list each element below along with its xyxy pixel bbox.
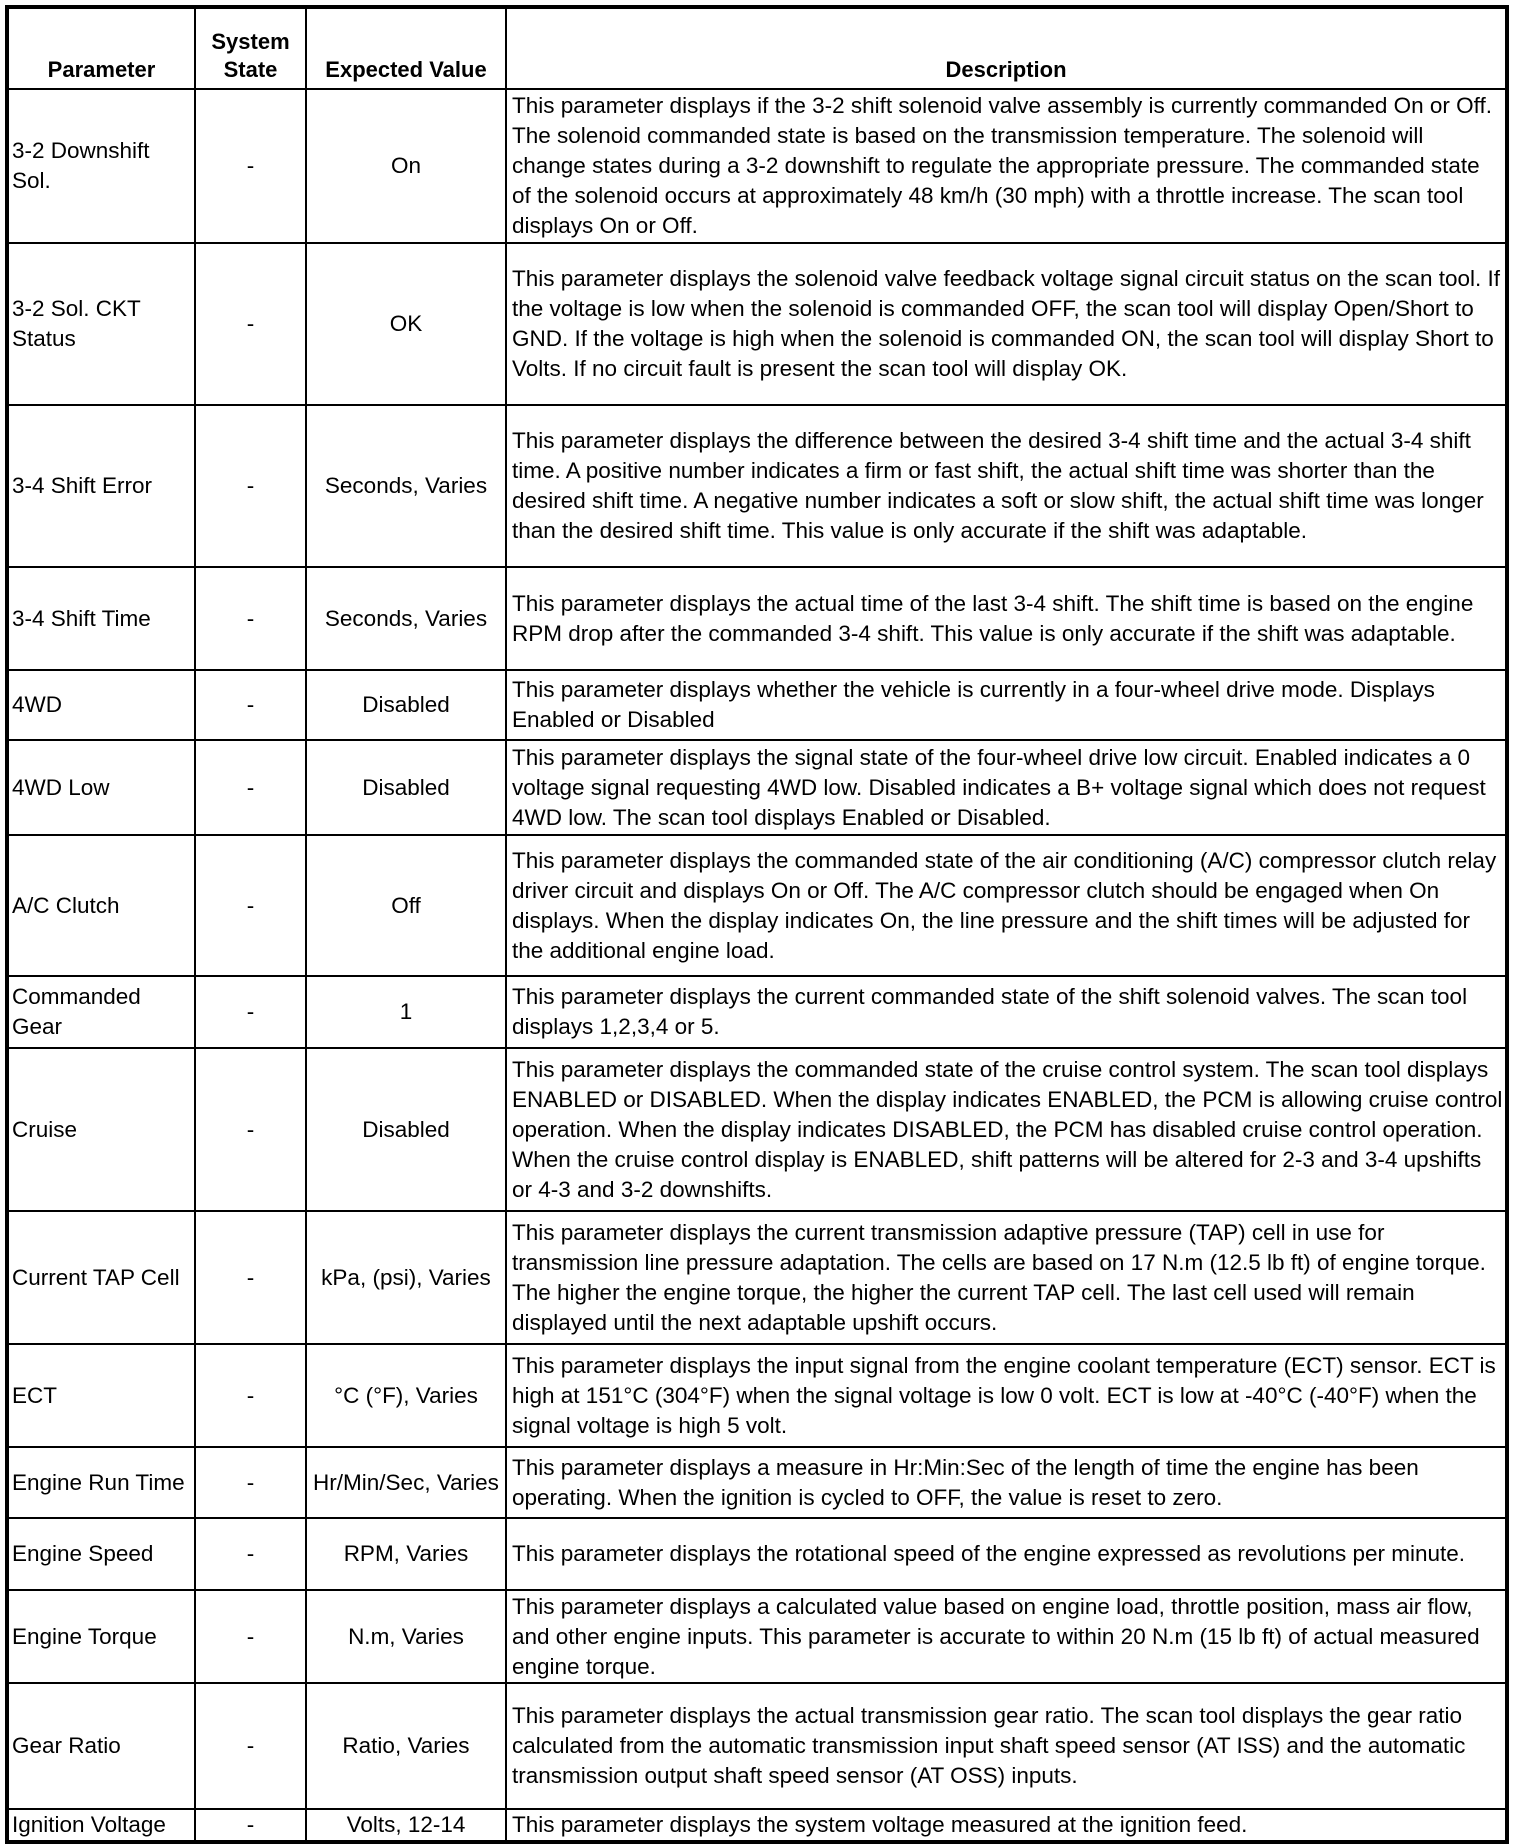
cell-expected-value: kPa, (psi), Varies	[306, 1211, 506, 1344]
cell-parameter: Current TAP Cell	[7, 1211, 195, 1344]
table-row	[7, 1809, 1507, 1842]
cell-system-state: -	[195, 567, 306, 670]
cell-parameter: Ignition Voltage	[7, 1809, 195, 1842]
scan-tool-data-table-container	[5, 5, 1509, 1844]
cell-parameter: Engine Speed	[7, 1518, 195, 1590]
cell-expected-value: Off	[306, 835, 506, 976]
cell-parameter: 3-2 Downshift Sol.	[7, 89, 195, 243]
table-row	[7, 670, 1507, 740]
cell-expected-value: Seconds, Varies	[306, 567, 506, 670]
cell-system-state: -	[195, 89, 306, 243]
cell-description: This parameter displays the actual transmission gear ratio. The scan tool displays the gear ratio calculated from the automatic transmission input shaft speed sensor (AT ISS) and the automatic transmission output shaft speed sensor (AT OSS) inputs.	[506, 1683, 1507, 1809]
cell-expected-value: Disabled	[306, 670, 506, 740]
table-row	[7, 1211, 1507, 1344]
cell-parameter: Gear Ratio	[7, 1683, 195, 1809]
cell-system-state: -	[195, 1447, 306, 1518]
table-body	[7, 89, 1507, 1842]
cell-expected-value: On	[306, 89, 506, 243]
cell-system-state: -	[195, 976, 306, 1048]
header-parameter: Parameter	[7, 7, 195, 89]
cell-expected-value: Disabled	[306, 1048, 506, 1211]
cell-expected-value: OK	[306, 243, 506, 405]
cell-description: This parameter displays the commanded state of the cruise control system. The scan tool displays ENABLED or DISABLED. When the display indicates ENABLED, the PCM is allowing cruise control operation. When the display indicates DISABLED, the PCM has disabled cruise control operation. When the cruise control display is ENABLED, shift patterns will be altered for 2-3 and 3-4 upshifts or 4-3 and 3-2 downshifts.	[506, 1048, 1507, 1211]
cell-system-state: -	[195, 1809, 306, 1842]
cell-system-state: -	[195, 1518, 306, 1590]
cell-expected-value: °C (°F), Varies	[306, 1344, 506, 1447]
table-row	[7, 1518, 1507, 1590]
cell-description: This parameter displays the current transmission adaptive pressure (TAP) cell in use for transmission line pressure adaptation. The cells are based on 17 N.m (12.5 lb ft) of engine torque. The higher the engine torque, the higher the current TAP cell. The last cell used will remain displayed until the next adaptable upshift occurs.	[506, 1211, 1507, 1344]
cell-system-state: -	[195, 670, 306, 740]
table-row	[7, 243, 1507, 405]
cell-parameter: 3-2 Sol. CKT Status	[7, 243, 195, 405]
cell-expected-value: Seconds, Varies	[306, 405, 506, 567]
cell-expected-value: Ratio, Varies	[306, 1683, 506, 1809]
table-row	[7, 89, 1507, 243]
cell-system-state: -	[195, 1590, 306, 1683]
table-row	[7, 1344, 1507, 1447]
cell-system-state: -	[195, 1211, 306, 1344]
scan-tool-data-table	[5, 5, 1509, 1844]
cell-expected-value: Volts, 12-14	[306, 1809, 506, 1842]
cell-description: This parameter displays the current commanded state of the shift solenoid valves. The scan tool displays 1,2,3,4 or 5.	[506, 976, 1507, 1048]
cell-description: This parameter displays a measure in Hr:Min:Sec of the length of time the engine has been operating. When the ignition is cycled to OFF, the value is reset to zero.	[506, 1447, 1507, 1518]
cell-expected-value: 1	[306, 976, 506, 1048]
header-system-state: System State	[195, 7, 306, 89]
header-expected-value: Expected Value	[306, 7, 506, 89]
cell-system-state: -	[195, 405, 306, 567]
cell-description: This parameter displays the solenoid valve feedback voltage signal circuit status on the scan tool. If the voltage is low when the solenoid is commanded OFF, the scan tool will display Open/Short to GND. If the voltage is high when the solenoid is commanded ON, the scan tool will display Short to Volts. If no circuit fault is present the scan tool will display OK.	[506, 243, 1507, 405]
cell-parameter: A/C Clutch	[7, 835, 195, 976]
table-row	[7, 405, 1507, 567]
cell-system-state: -	[195, 835, 306, 976]
table-row	[7, 1683, 1507, 1809]
cell-description: This parameter displays whether the vehicle is currently in a four-wheel drive mode. Displays Enabled or Disabled	[506, 670, 1507, 740]
cell-parameter: Engine Run Time	[7, 1447, 195, 1518]
cell-parameter: Cruise	[7, 1048, 195, 1211]
cell-system-state: -	[195, 243, 306, 405]
cell-description: This parameter displays the difference between the desired 3-4 shift time and the actual 3-4 shift time. A positive number indicates a firm or fast shift, the actual shift time was shorter than the desired shift time. A negative number indicates a soft or slow shift, the actual shift time was longer than the desired shift time. This value is only accurate if the shift was adaptable.	[506, 405, 1507, 567]
cell-parameter: 4WD	[7, 670, 195, 740]
cell-description: This parameter displays if the 3-2 shift solenoid valve assembly is currently commanded On or Off. The solenoid commanded state is based on the transmission temperature. The solenoid will change states during a 3-2 downshift to regulate the appropriate pressure. The commanded state of the solenoid occurs at approximately 48 km/h (30 mph) with a throttle increase. The scan tool displays On or Off.	[506, 89, 1507, 243]
cell-description: This parameter displays the commanded state of the air conditioning (A/C) compressor clutch relay driver circuit and displays On or Off. The A/C compressor clutch should be engaged when On displays. When the display indicates On, the line pressure and the shift times will be adjusted for the additional engine load.	[506, 835, 1507, 976]
cell-expected-value: Hr/Min/Sec, Varies	[306, 1447, 506, 1518]
header-description: Description	[506, 7, 1507, 89]
cell-system-state: -	[195, 1048, 306, 1211]
cell-system-state: -	[195, 740, 306, 835]
cell-parameter: ECT	[7, 1344, 195, 1447]
cell-parameter: 3-4 Shift Error	[7, 405, 195, 567]
table-row	[7, 976, 1507, 1048]
cell-description: This parameter displays the signal state of the four-wheel drive low circuit. Enabled indicates a 0 voltage signal requesting 4WD low. Disabled indicates a B+ voltage signal which does not request 4WD low. The scan tool displays Enabled or Disabled.	[506, 740, 1507, 835]
cell-description: This parameter displays a calculated value based on engine load, throttle position, mass air flow, and other engine inputs. This parameter is accurate to within 20 N.m (15 lb ft) of actual measured engine torque.	[506, 1590, 1507, 1683]
cell-expected-value: N.m, Varies	[306, 1590, 506, 1683]
table-header-row	[7, 7, 1507, 89]
table-row	[7, 740, 1507, 835]
table-row	[7, 567, 1507, 670]
table-row	[7, 1048, 1507, 1211]
cell-system-state: -	[195, 1683, 306, 1809]
table-row	[7, 1590, 1507, 1683]
cell-description: This parameter displays the system voltage measured at the ignition feed.	[506, 1809, 1507, 1842]
cell-description: This parameter displays the input signal from the engine coolant temperature (ECT) sensor. ECT is high at 151°C (304°F) when the signal voltage is low 0 volt. ECT is low at -40°C (-40°F) when the signal voltage is high 5 volt.	[506, 1344, 1507, 1447]
cell-description: This parameter displays the actual time of the last 3-4 shift. The shift time is based on the engine RPM drop after the commanded 3-4 shift. This value is only accurate if the shift was adaptable.	[506, 567, 1507, 670]
cell-parameter: Commanded Gear	[7, 976, 195, 1048]
cell-parameter: 4WD Low	[7, 740, 195, 835]
cell-system-state: -	[195, 1344, 306, 1447]
cell-expected-value: Disabled	[306, 740, 506, 835]
cell-expected-value: RPM, Varies	[306, 1518, 506, 1590]
cell-parameter: Engine Torque	[7, 1590, 195, 1683]
cell-parameter: 3-4 Shift Time	[7, 567, 195, 670]
table-row	[7, 835, 1507, 976]
table-row	[7, 1447, 1507, 1518]
cell-description: This parameter displays the rotational speed of the engine expressed as revolutions per minute.	[506, 1518, 1507, 1590]
